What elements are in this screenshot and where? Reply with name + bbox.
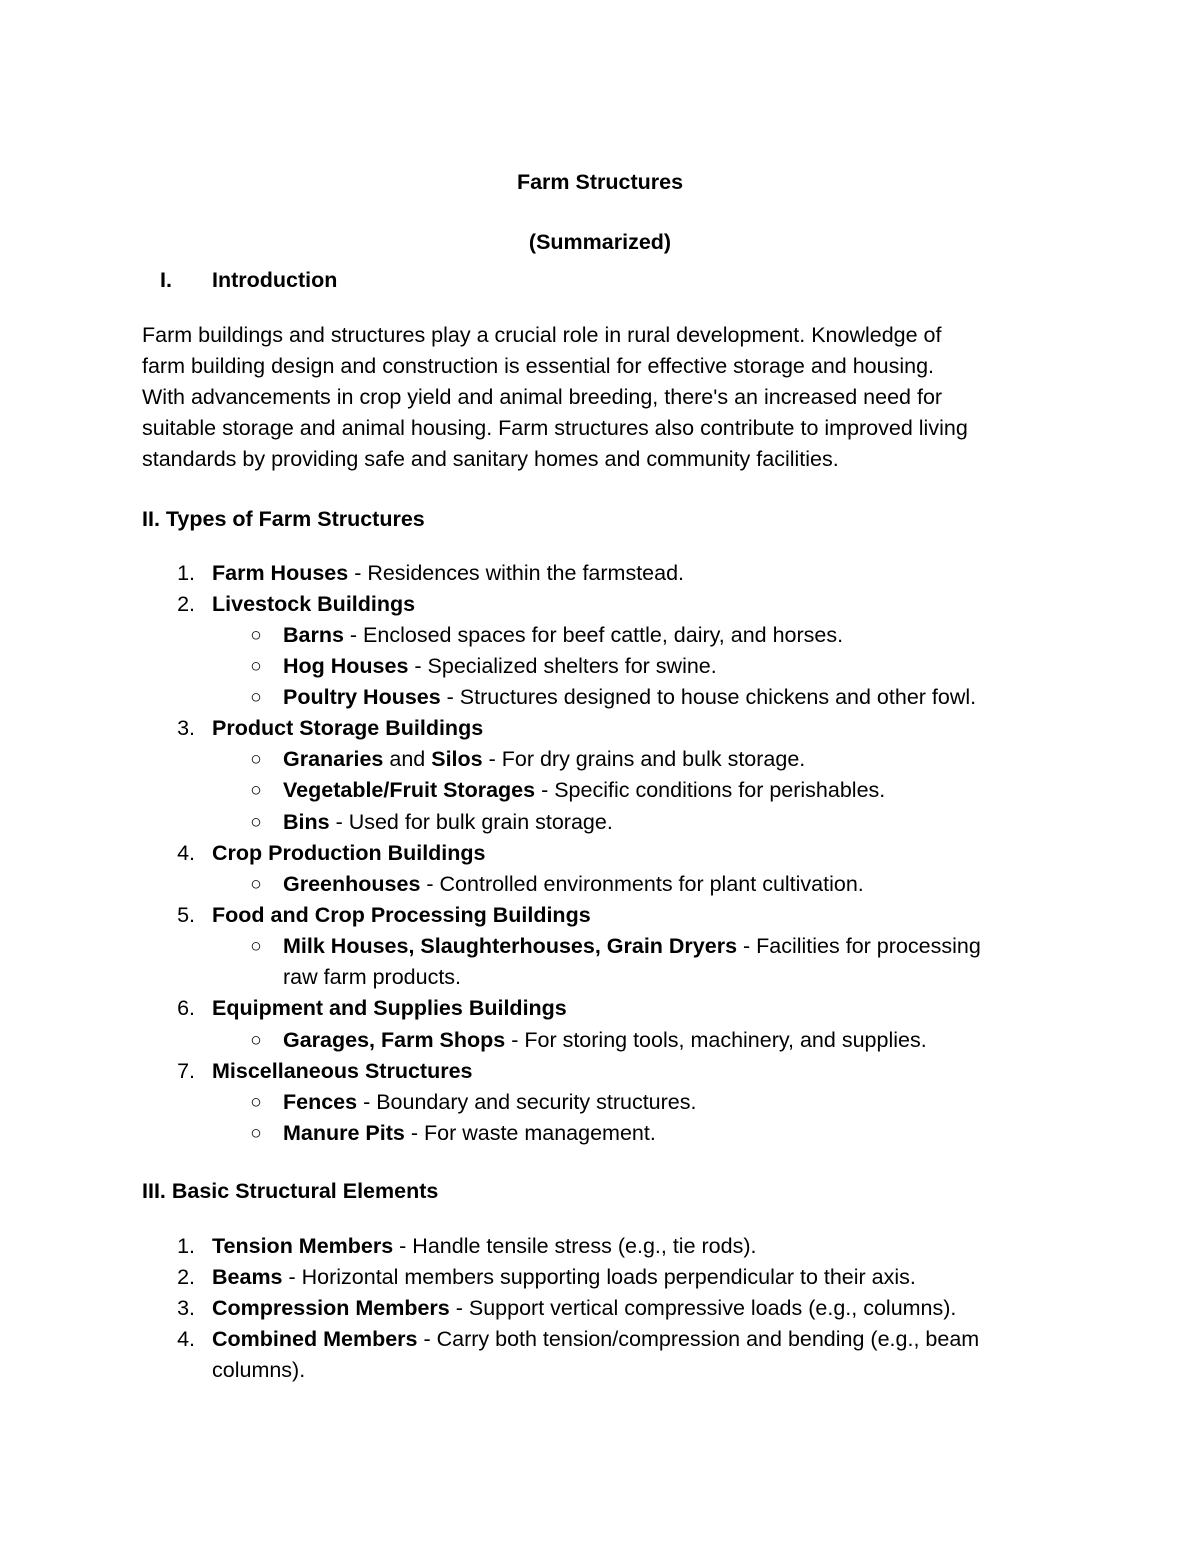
list-item [212, 589, 415, 620]
document-subtitle: (Summarized) [528, 230, 672, 254]
sub-list-item [283, 1025, 927, 1056]
item-description: - Specialized shelters for swine. [408, 654, 717, 678]
item-term: Food and Crop Processing Buildings [212, 903, 591, 927]
item-description: - Facilities for processing [737, 934, 981, 958]
bullet-circle-icon: ○ [250, 687, 262, 708]
item-description: - Structures designed to house chickens and other fowl. [440, 685, 977, 709]
list-item [212, 1293, 956, 1324]
intro-line: farm building design and construction is essential for effective storage and housing. [142, 354, 934, 378]
item-term: Livestock Buildings [212, 592, 416, 616]
list-number: 4. [177, 841, 195, 865]
item-term: Fences [283, 1090, 358, 1114]
sub-list-item [283, 807, 613, 838]
intro-line: Farm buildings and structures play a crucial role in rural development. Knowledge of [142, 323, 942, 347]
list-item [212, 1262, 916, 1293]
item-term-2: Silos [431, 747, 483, 771]
list-number: 2. [177, 1265, 195, 1289]
section-3-heading: III. Basic Structural Elements [142, 1179, 439, 1203]
item-term: Miscellaneous Structures [212, 1059, 473, 1083]
sub-list-item [283, 931, 981, 962]
item-description: - For dry grains and bulk storage. [482, 747, 806, 771]
item-description: - For waste management. [404, 1121, 656, 1145]
item-term: Crop Production Buildings [212, 841, 486, 865]
sub-list-item [283, 651, 717, 682]
sub-list-item [283, 744, 805, 775]
item-description: - Boundary and security structures. [357, 1090, 697, 1114]
bullet-circle-icon: ○ [250, 936, 262, 957]
item-term: Equipment and Supplies Buildings [212, 996, 567, 1020]
item-term: Barns [283, 623, 344, 647]
list-item [212, 1324, 979, 1355]
list-number: 2. [177, 592, 195, 616]
bullet-circle-icon: ○ [250, 1123, 262, 1144]
intro-line: With advancements in crop yield and animal breeding, there's an increased need for [142, 385, 943, 409]
sub-list-item [283, 869, 864, 900]
intro-line: suitable storage and animal housing. Farm structures also contribute to improved living [142, 416, 968, 440]
list-item-continuation: columns). [212, 1358, 306, 1382]
bullet-circle-icon: ○ [250, 749, 262, 770]
item-connector: and [383, 747, 432, 771]
item-term: Vegetable/Fruit Storages [283, 778, 536, 802]
bullet-circle-icon: ○ [250, 1092, 262, 1113]
item-term: Bins [283, 810, 330, 834]
list-number: 4. [177, 1327, 195, 1351]
sub-list-item [283, 620, 843, 651]
intro-paragraph [142, 320, 1062, 475]
list-item [212, 1056, 472, 1087]
list-number: 6. [177, 996, 195, 1020]
list-number: 3. [177, 716, 195, 740]
item-term: Tension Members [212, 1234, 394, 1258]
intro-line: standards by providing safe and sanitary homes and community facilities. [142, 447, 839, 471]
list-item [212, 558, 684, 589]
item-description: - Residences within the farmstead. [348, 561, 685, 585]
item-description: - Horizontal members supporting loads perpendicular to their axis. [282, 1265, 916, 1289]
list-number: 1. [177, 1234, 195, 1258]
item-term: Product Storage Buildings [212, 716, 484, 740]
sub-list-item [283, 1087, 696, 1118]
list-number: 3. [177, 1296, 195, 1320]
section-1-heading: Introduction [212, 268, 338, 292]
bullet-circle-icon: ○ [250, 656, 262, 677]
sub-list-item-continuation: raw farm products. [283, 965, 462, 989]
item-description: - For storing tools, machinery, and supplies. [505, 1028, 927, 1052]
bullet-circle-icon: ○ [250, 780, 262, 801]
section-1-numeral: I. [160, 268, 172, 292]
item-term: Manure Pits [283, 1121, 405, 1145]
bullet-circle-icon: ○ [250, 812, 262, 833]
list-item [212, 713, 483, 744]
item-term: Garages, Farm Shops [283, 1028, 506, 1052]
item-term: Hog Houses [283, 654, 409, 678]
item-description: - Controlled environments for plant cultivation. [420, 872, 864, 896]
item-description: - Specific conditions for perishables. [535, 778, 886, 802]
item-description: - Support vertical compressive loads (e.g., columns). [449, 1296, 957, 1320]
item-term: Combined Members [212, 1327, 418, 1351]
item-term: Granaries [283, 747, 384, 771]
item-description: - Used for bulk grain storage. [329, 810, 613, 834]
item-term: Greenhouses [283, 872, 421, 896]
sub-list-item [283, 1118, 656, 1149]
document-title: Farm Structures [516, 170, 684, 194]
bullet-circle-icon: ○ [250, 1030, 262, 1051]
item-description: - Enclosed spaces for beef cattle, dairy, and horses. [343, 623, 844, 647]
item-term: Farm Houses [212, 561, 349, 585]
item-term: Milk Houses, Slaughterhouses, Grain Dryers [283, 934, 738, 958]
item-description: - Carry both tension/compression and bending (e.g., beam [417, 1327, 980, 1351]
bullet-circle-icon: ○ [250, 625, 262, 646]
section-2-heading: II. Types of Farm Structures [142, 507, 425, 531]
item-term: Compression Members [212, 1296, 450, 1320]
bullet-circle-icon: ○ [250, 874, 262, 895]
sub-list-item [283, 775, 885, 806]
item-term: Beams [212, 1265, 283, 1289]
list-number: 7. [177, 1059, 195, 1083]
item-description: - Handle tensile stress (e.g., tie rods). [393, 1234, 757, 1258]
list-item [212, 900, 591, 931]
list-item [212, 993, 567, 1024]
sub-list-item [283, 682, 976, 713]
list-number: 1. [177, 561, 195, 585]
list-number: 5. [177, 903, 195, 927]
list-item [212, 1231, 756, 1262]
list-item [212, 838, 486, 869]
item-term: Poultry Houses [283, 685, 441, 709]
